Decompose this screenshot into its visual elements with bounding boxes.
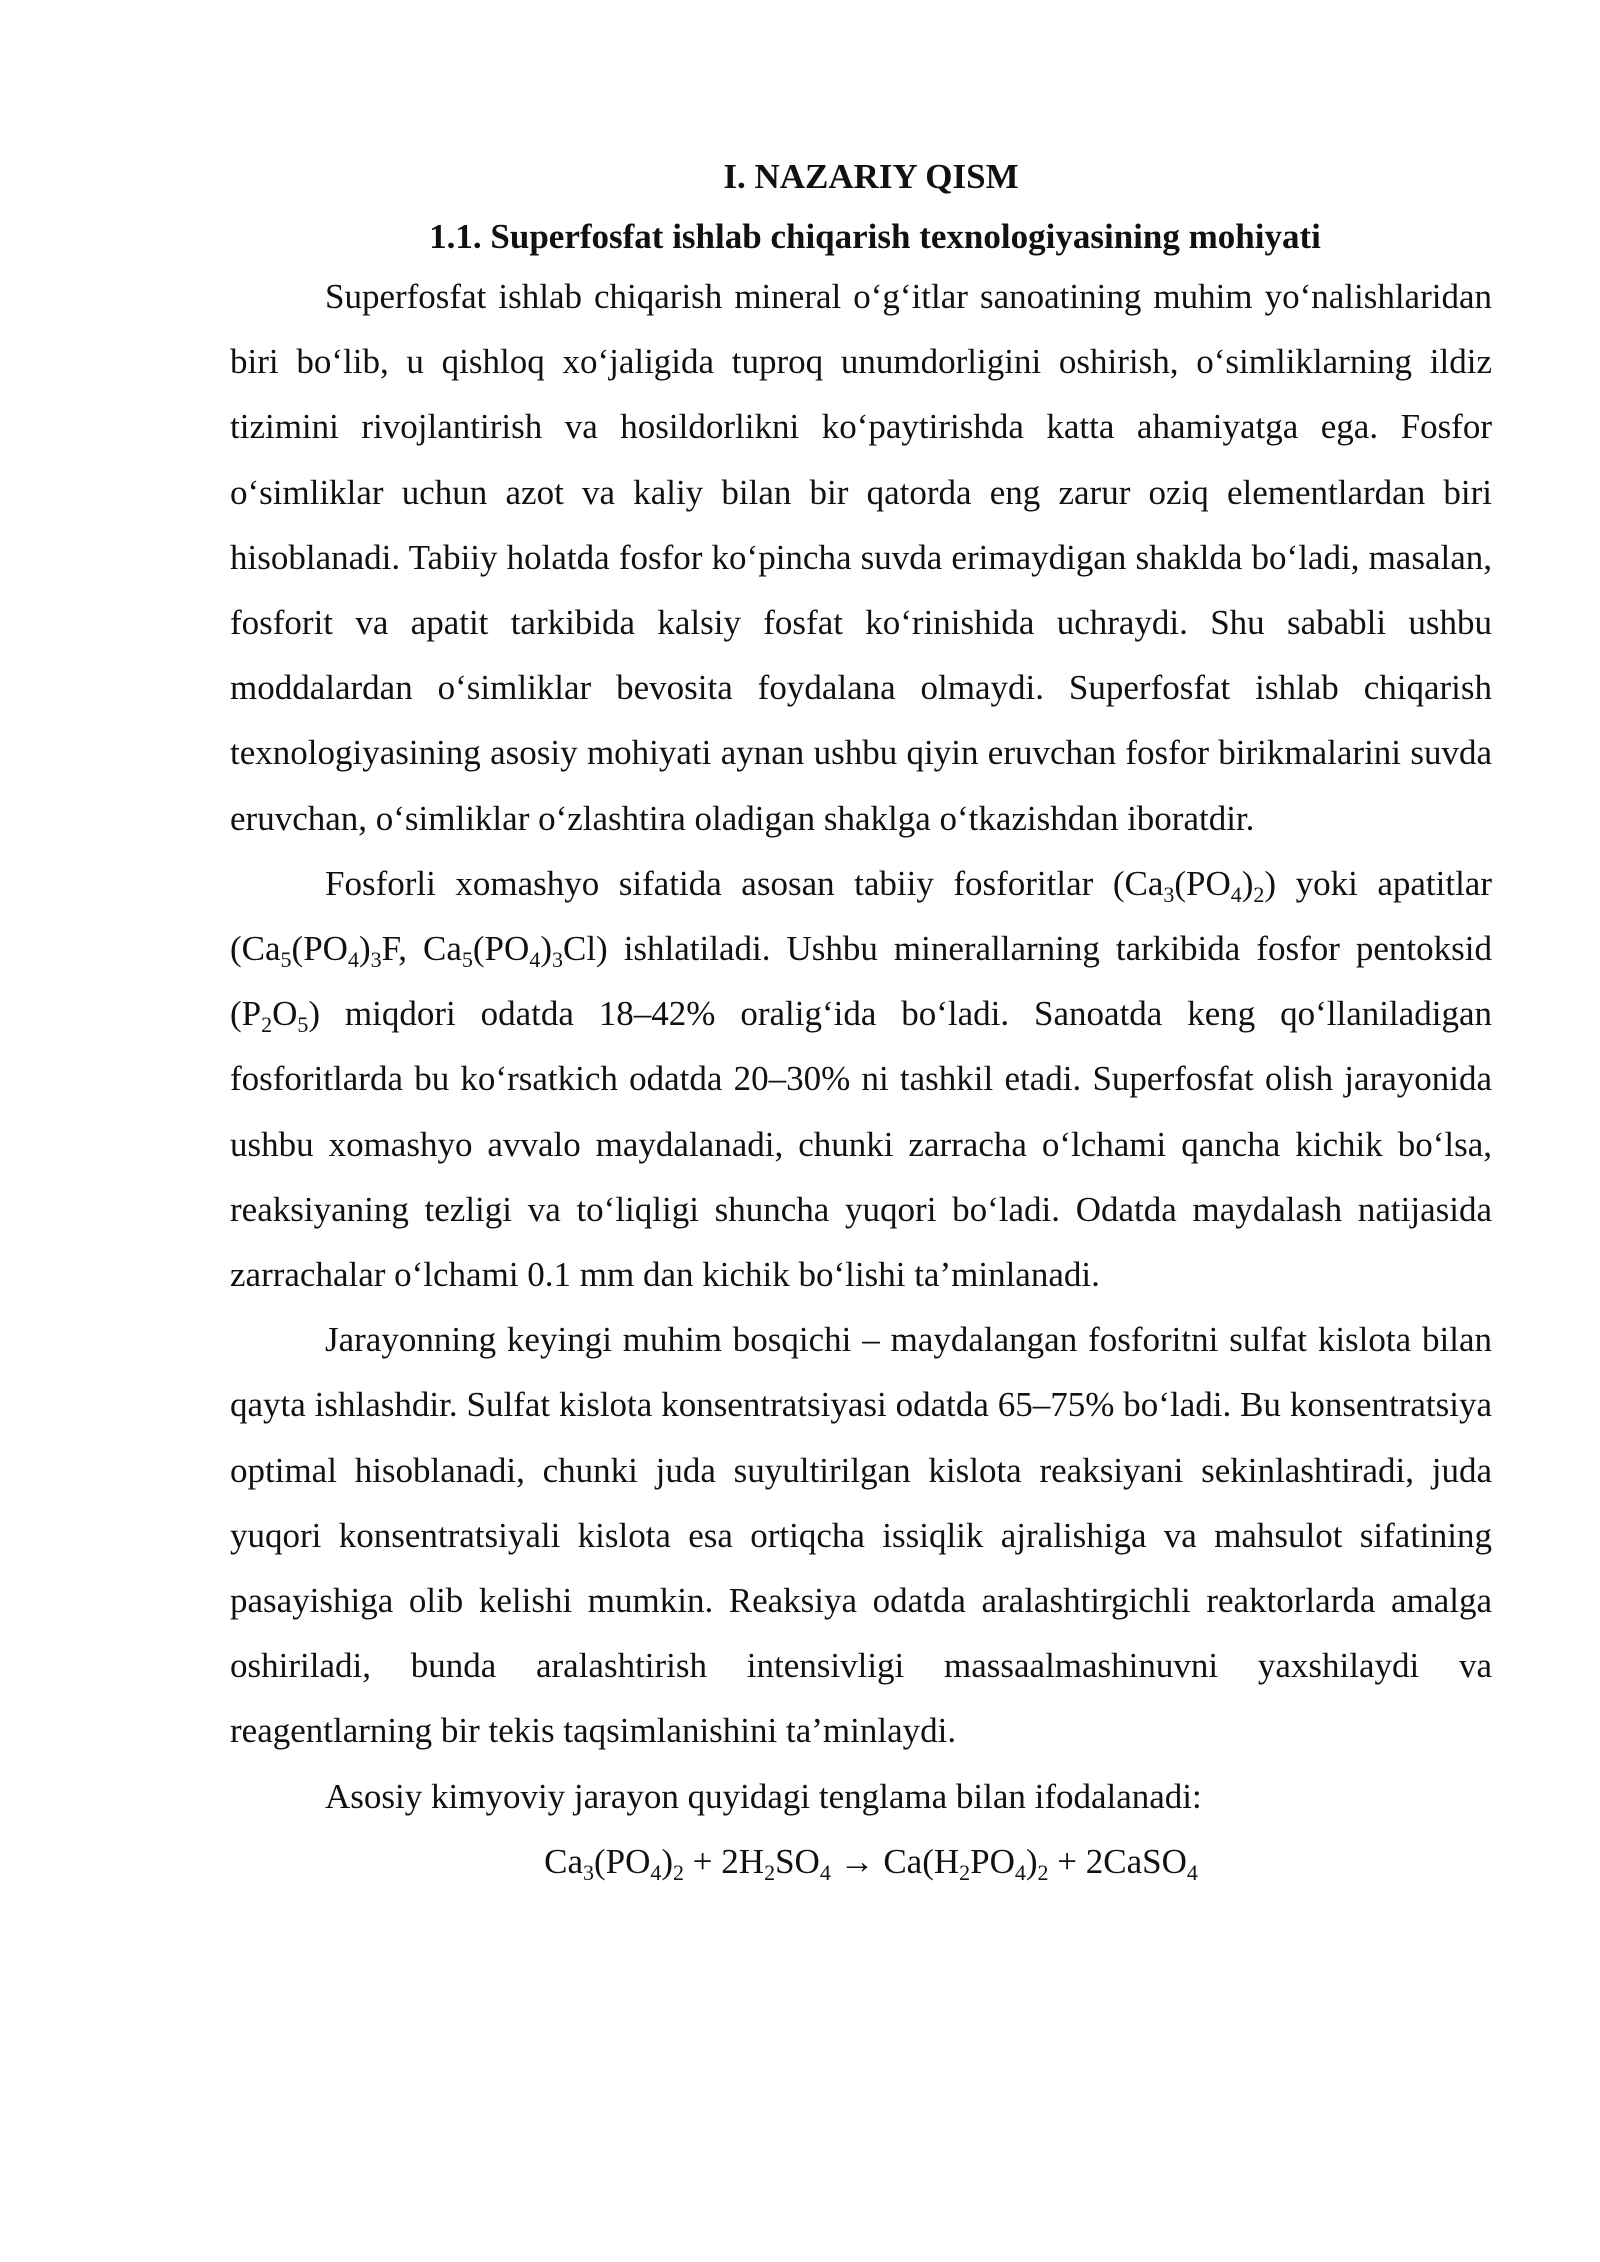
text-run: ): [1025, 1841, 1038, 1881]
text-run: ): [661, 1841, 674, 1881]
text-run: Jarayonning keyingi muhim bosqichi – maydalangan fosforitni sulfat kislota bilan qayta ishlashdir. Sulfat kislota konsentratsiyasi odatda 65–75% bo‘ladi. Bu konsentratsiya optimal hisoblanadi, chunki juda suyultirilgan kislota reaksiyani sekinlashtiradi, juda yuqori konsentratsiyali kislota esa ortiqcha issiqlik ajralishiga va mahsulot sifatining pasayishiga olib kelishi mumkin. Reaksiya odatda aralashtirgichli reaktorlarda amalga oshiriladi, bunda aralashtirish intensivligi massaalmashinuvni yaxshilaydi va reagentlarning bir tekis taqsimlanishini ta’minlaydi.: [230, 1320, 1492, 1751]
subsection-title: 1.1. Superfosfat ishlab chiqarish texnologiyasining mohiyati: [429, 217, 1321, 256]
subscript: 4: [1186, 1859, 1198, 1885]
text-run: ) miqdori odatda 18–42% oralig‘ida bo‘ladi. Sanoatda keng qo‘llaniladigan fosforitlarda bu ko‘rsatkich odatda 20–30% ni tashkil etadi. Superfosfat olish jarayonida ushbu xomashyo avvalo maydalanadi, chunki zarracha o‘lchami qancha kichik bo‘lsa, reaksiyaning tezligi va to‘liqligi shuncha yuqori bo‘ladi. Odatda maydalash natijasida zarrachalar o‘lchami 0.1 mm dan kichik bo‘lishi ta’minlanadi.: [230, 994, 1492, 1295]
text-run: Superfosfat ishlab chiqarish mineral o‘g‘itlar sanoatining muhim yo‘nalishlaridan biri bo‘lib, u qishloq xo‘jaligida tuproq unumdorligini oshirish, o‘simliklarning ildiz tizimini rivojlantirish va hosildorlikni ko‘paytirishda katta ahamiyatga ega. Fosfor o‘simliklar uchun azot va kaliy bilan bir qatorda eng zarur oziq elementlardan biri hisoblanadi. Tabiiy holatda fosfor ko‘pincha suvda erimaydigan shaklda bo‘ladi, masalan, fosforit va apatit tarkibida kalsiy fosfat ko‘rinishida uchraydi. Shu sababli ushbu moddalardan o‘simliklar bevosita foydalana olmaydi. Superfosfat ishlab chiqarish texnologiyasining asosiy mohiyati aynan ushbu qiyin eruvchan fosfor birikmalarini suvda eruvchan, o‘simliklar o‘zlashtira oladigan shaklga o‘tkazishdan iboratdir.: [230, 277, 1492, 838]
subscript: 4: [819, 1859, 831, 1885]
text-run: (PO: [593, 1841, 651, 1881]
text-run: ): [358, 929, 371, 969]
subscript: 2: [673, 1859, 685, 1885]
text-run: (PO: [291, 929, 348, 969]
text-run: + 2H: [684, 1841, 765, 1881]
subscript: 3: [551, 947, 563, 973]
subscript: 2: [1253, 881, 1265, 907]
subscript: 4: [1230, 881, 1242, 907]
text-run: Asosiy kimyoviy jarayon quyidagi tenglama bilan ifodalanadi:: [325, 1776, 1202, 1816]
text-run: → Ca(H: [830, 1841, 960, 1881]
text-run: (PO: [1174, 863, 1231, 903]
document-page: [230, 150, 1492, 1894]
text-run: SO: [775, 1841, 820, 1881]
text-run: + 2CaSO: [1048, 1841, 1187, 1881]
paragraph-equation-intro: [230, 1764, 1492, 1829]
text-run: PO: [970, 1841, 1015, 1881]
subscript: 3: [582, 1859, 594, 1885]
subscript: 4: [529, 947, 541, 973]
subscript: 5: [297, 1012, 309, 1038]
subscript: 3: [370, 947, 382, 973]
text-run: (PO: [472, 929, 530, 969]
text-run: Fosforli xomashyo sifatida asosan tabiiy fosforitlar (Ca: [325, 863, 1164, 903]
subscript: 2: [1037, 1859, 1049, 1885]
paragraph-intro: [230, 264, 1492, 851]
subscript: 2: [261, 1012, 273, 1038]
subscript: 4: [1014, 1859, 1026, 1885]
subscript: 5: [280, 947, 292, 973]
text-run: Ca: [544, 1841, 583, 1881]
paragraph-raw-materials: [230, 851, 1492, 1307]
subscript: 5: [461, 947, 473, 973]
chemical-equation: [230, 1829, 1492, 1894]
text-run: ) yoki apatitlar (Ca: [230, 863, 1492, 969]
text-run: Cl) ishlatiladi. Ushbu minerallarning tarkibida fosfor pentoksid (P: [230, 929, 1492, 1034]
text-run: ): [540, 929, 552, 969]
text-run: ): [1241, 863, 1254, 903]
text-run: O: [272, 994, 298, 1034]
subscript: 3: [1163, 881, 1175, 907]
section-title: I. NAZARIY QISM: [723, 157, 1019, 196]
text-run: F, Ca: [381, 929, 462, 969]
subscript: 2: [959, 1859, 971, 1885]
subscript: 4: [650, 1859, 662, 1885]
subscript: 4: [347, 947, 359, 973]
subscript: 2: [764, 1859, 776, 1885]
paragraph-acid-treatment: [230, 1307, 1492, 1763]
